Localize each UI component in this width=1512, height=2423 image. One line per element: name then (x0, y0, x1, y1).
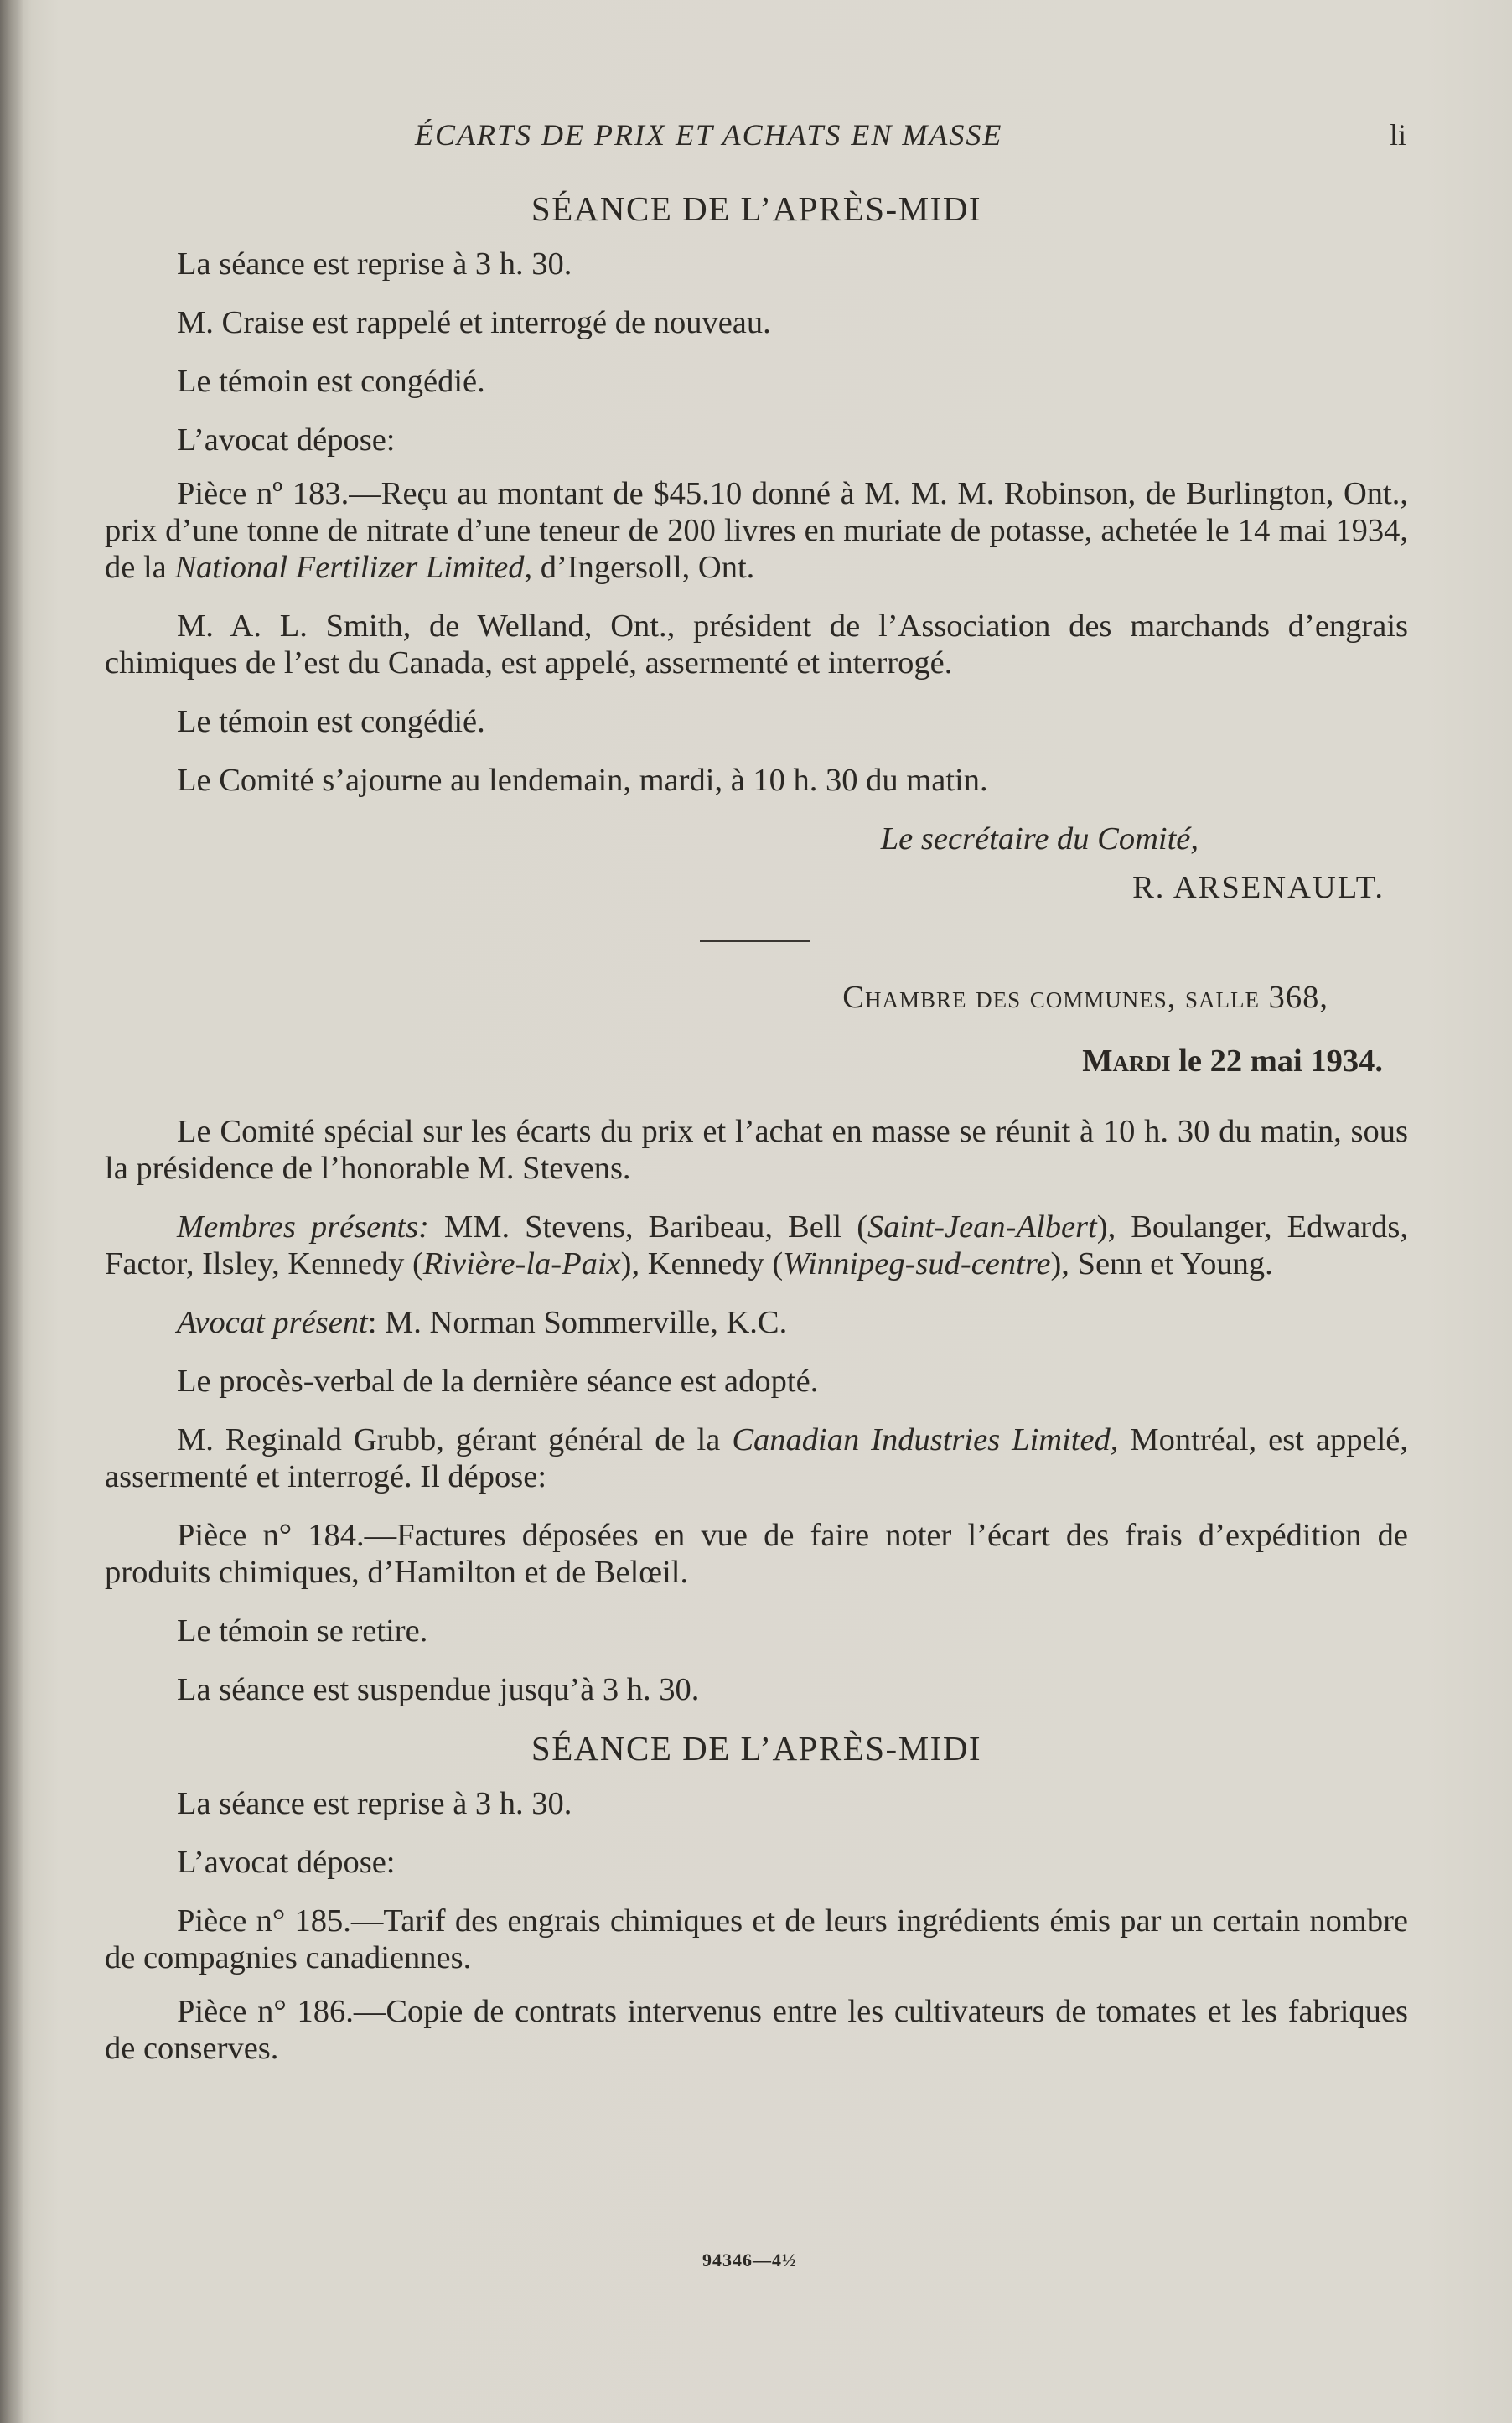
meeting-date: Mardi le 22 mai 1934. (1082, 1043, 1383, 1079)
page-body (105, 180, 1408, 2089)
paragraph-smith: M. A. L. Smith, de Welland, Ont., président de l’Association des marchands d’engrais chimiques de l’est du Canada, est appelé, assermenté et interrogé. (105, 608, 1408, 681)
paragraph-minutes-adopted: Le procès-verbal de la dernière séance est adopté. (177, 1364, 819, 1399)
paragraph-counsel-files: L’avocat dépose: (177, 422, 396, 458)
paragraph-committee-meets: Le Comité spécial sur les écarts du prix et l’achat en masse se réunit à 10 h. 30 du matin, sous la présidence de l’honorable M. Stevens. (105, 1114, 1408, 1186)
paragraph-resumed-2: La séance est reprise à 3 h. 30. (177, 1786, 572, 1821)
page-number: li (1390, 118, 1407, 152)
paragraph-adjourn: Le Comité s’ajourne au lendemain, mardi, à 10 h. 30 du matin. (177, 763, 988, 798)
meeting-place: Chambre des communes, salle 368, (842, 980, 1328, 1015)
section-divider (700, 940, 810, 942)
print-signature-mark: 94346—4½ (702, 2250, 797, 2270)
paragraph-counsel-present: Avocat présent: M. Norman Sommerville, K.C. (177, 1305, 788, 1340)
exhibit-186: Pièce n° 186.—Copie de contrats intervenus entre les cultivateurs de tomates et les fabriques de conserves. (105, 1994, 1408, 2066)
paragraph-counsel-files-2: L’avocat dépose: (177, 1845, 396, 1880)
paragraph-suspended: La séance est suspendue jusqu’à 3 h. 30. (177, 1672, 700, 1707)
book-spine-shadow (0, 0, 23, 2423)
paragraph-grubb: M. Reginald Grubb, gérant général de la Canadian Industries Limited, Montréal, est appelé, assermenté et interrogé. Il dépose: (105, 1422, 1408, 1494)
section-heading-afternoon-1: SÉANCE DE L’APRÈS-MIDI (531, 189, 982, 228)
running-head (0, 117, 1512, 156)
section-heading-afternoon-2: SÉANCE DE L’APRÈS-MIDI (531, 1729, 982, 1768)
paragraph-witness-dismissed: Le témoin est congédié. (177, 364, 485, 399)
signature-role: Le secrétaire du Comité, (880, 821, 1199, 857)
paragraph-members-present: Membres présents: MM. Stevens, Baribeau, Bell (Saint-Jean-Albert), Boulanger, Edwards, Factor, Ilsley, Kennedy (Rivière-la-Paix), Kennedy (Winnipeg-sud-centre), Senn et Young. (105, 1209, 1408, 1281)
paragraph-witness-withdraws: Le témoin se retire. (177, 1613, 428, 1649)
paragraph-resumed: La séance est reprise à 3 h. 30. (177, 246, 572, 282)
exhibit-183: Pièce nº 183.—Reçu au montant de $45.10 donné à M. M. M. Robinson, de Burlington, Ont., prix d’une tonne de nitrate d’une teneur de 200 livres en muriate de potasse, achetée le 14 mai 1934, de la National Fertilizer Limited, d’Ingersoll, Ont. (105, 476, 1408, 585)
exhibit-184: Pièce n° 184.—Factures déposées en vue de faire noter l’écart des frais d’expédition de produits chimiques, d’Hamilton et de Belœil. (105, 1518, 1408, 1590)
paragraph-craise: M. Craise est rappelé et interrogé de nouveau. (177, 305, 771, 340)
exhibit-185: Pièce n° 185.—Tarif des engrais chimiques et de leurs ingrédients émis par un certain nombre de compagnies canadiennes. (105, 1903, 1408, 1975)
running-title: ÉCARTS DE PRIX ET ACHATS EN MASSE (415, 118, 1003, 152)
paragraph-witness-dismissed-2: Le témoin est congédié. (177, 704, 485, 739)
signature-name: R. ARSENAULT. (1132, 870, 1385, 905)
